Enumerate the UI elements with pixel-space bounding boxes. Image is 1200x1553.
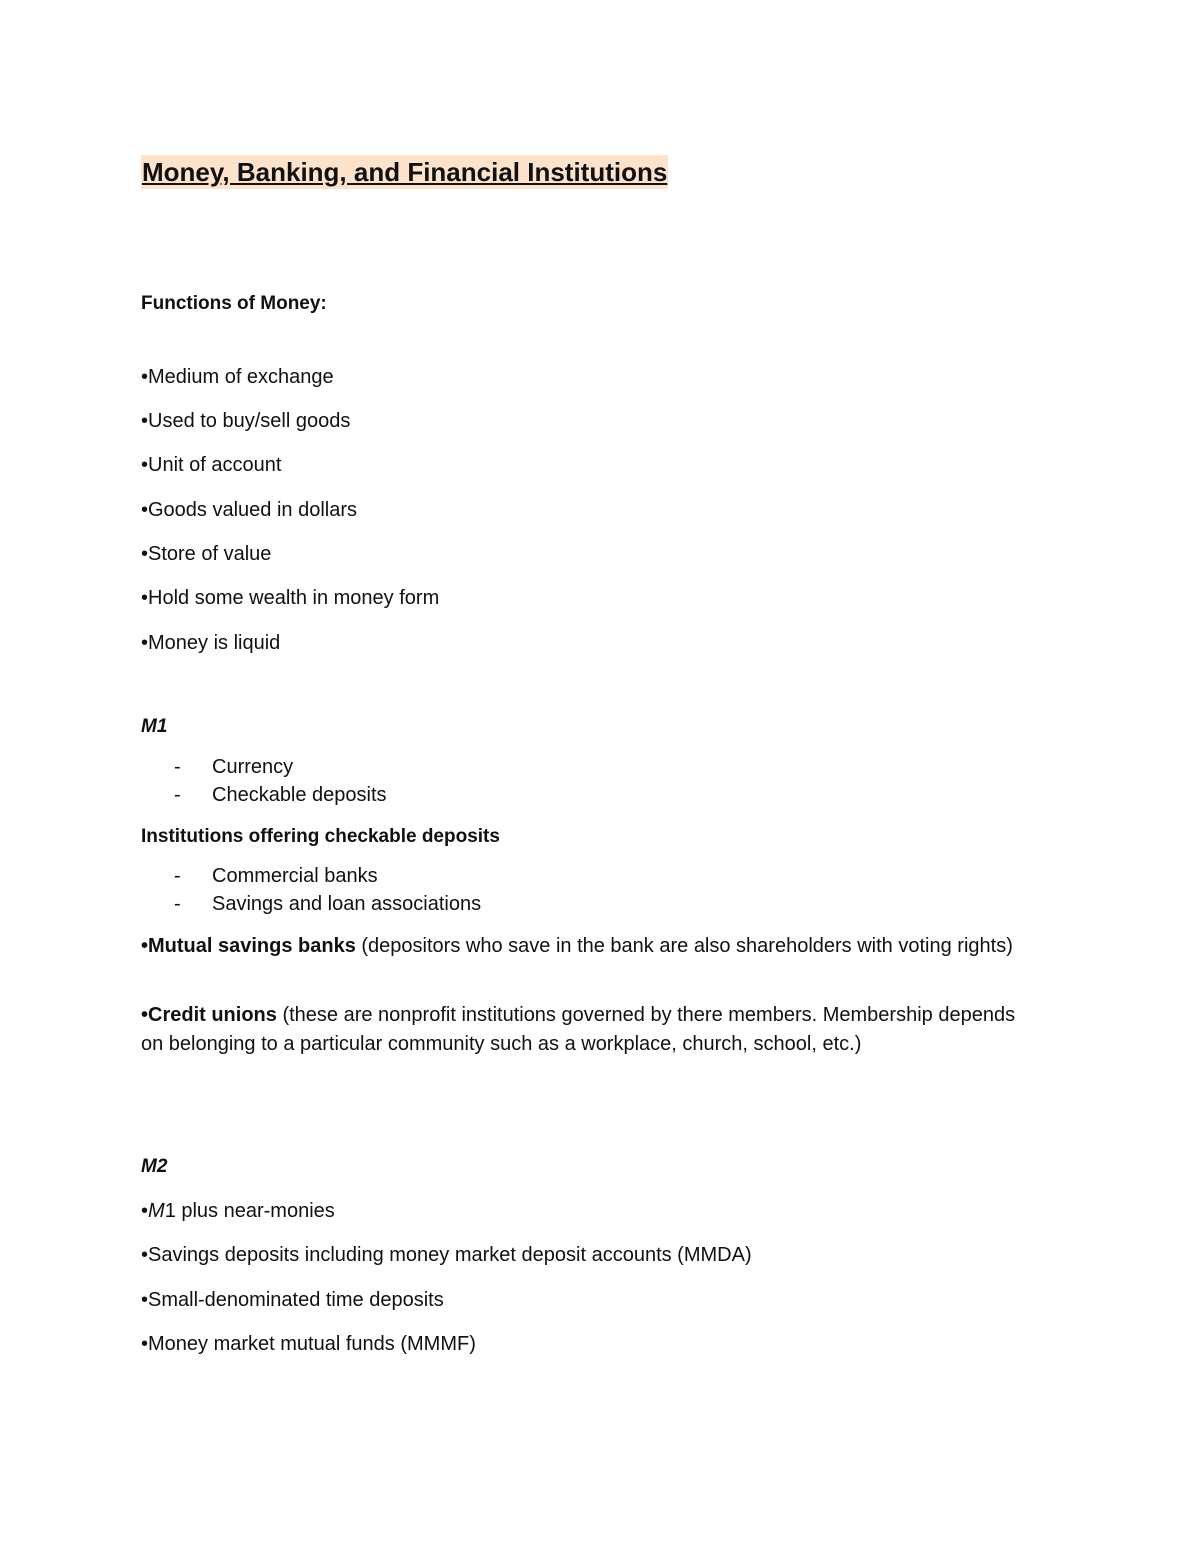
institutions-item-label: Commercial banks [212,865,378,887]
dash-marker: - [174,865,181,887]
functions-item-4: •Goods valued in dollars [141,499,358,521]
dash-marker: - [174,784,181,806]
m1-reference: M [148,1200,165,1222]
m2-item-1-text: 1 plus near-monies [164,1200,335,1222]
functions-heading: Functions of Money: [141,293,327,314]
bullet: • [141,1200,149,1222]
mutual-savings-paragraph [141,932,1041,961]
m1-item-checkable [174,784,387,807]
m1-item-currency [174,756,293,779]
institutions-item-label: Savings and loan associations [212,893,482,915]
dash-marker: - [174,893,181,915]
m1-item-label: Currency [212,756,294,778]
functions-item-3: •Unit of account [141,454,282,476]
institutions-heading: Institutions offering checkable deposits [141,826,500,847]
dash-marker: - [174,756,181,778]
m1-heading: M1 [141,716,168,737]
functions-item-5: •Store of value [141,543,272,565]
functions-item-6: •Hold some wealth in money form [141,587,440,609]
functions-item-7: •Money is liquid [141,632,281,654]
institutions-item-commercial [174,865,378,888]
functions-item-1: •Medium of exchange [141,366,334,388]
mutual-savings-term: •Mutual savings banks [141,935,356,957]
credit-unions-paragraph [141,1001,1041,1059]
credit-unions-text: (these are nonprofit institutions governed by there members. Membership depends on belonging to a particular community such as a workplace, church, school, etc.) [141,1004,1016,1055]
m2-heading: M2 [141,1156,168,1177]
credit-unions-term: •Credit unions [141,1004,277,1026]
m1-item-label: Checkable deposits [212,784,387,806]
m2-item-2: •Savings deposits including money market deposit accounts (MMDA) [141,1244,752,1266]
functions-item-2: •Used to buy/sell goods [141,410,351,432]
mutual-savings-text: (depositors who save in the bank are also shareholders with voting rights) [355,935,1013,957]
page-title: Money, Banking, and Financial Institutions [142,157,668,187]
m2-item-3: •Small-denominated time deposits [141,1289,444,1311]
m2-item-4: •Money market mutual funds (MMMF) [141,1333,476,1355]
m2-item-1 [141,1200,335,1223]
institutions-item-savings [174,893,481,916]
